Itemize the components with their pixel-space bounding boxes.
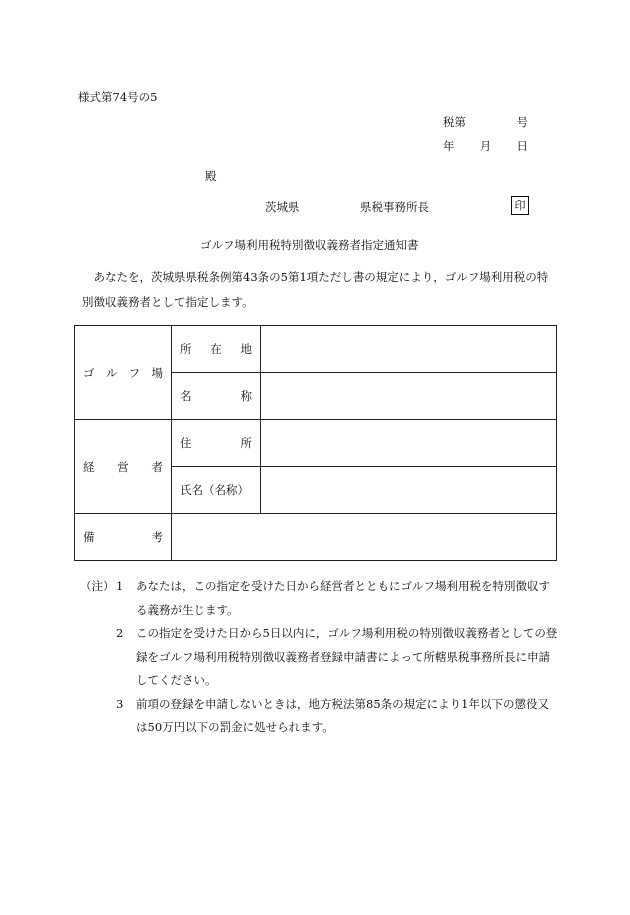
- table-row: [75, 420, 557, 467]
- operator-label: 経 営 者: [83, 459, 163, 474]
- table-row: [75, 326, 557, 373]
- name-label-cell: [172, 373, 261, 420]
- document-title: ゴルフ場利用税特別徴収義務者指定通知書: [200, 238, 419, 252]
- location-field[interactable]: [261, 326, 557, 373]
- note-number: 1: [116, 579, 124, 593]
- address-field[interactable]: [261, 420, 557, 467]
- body-text: あなたを，茨城県県税条例第43条の5第1項ただし書の規定により，ゴルフ場利用税の特別徴収義務者として指定します。: [82, 270, 549, 309]
- addressee-suffix: 殿: [205, 169, 217, 183]
- issuer-prefecture: 茨城県: [265, 200, 300, 214]
- seal-mark: 印: [511, 196, 529, 215]
- number-prefix: 税第: [443, 115, 466, 129]
- person-name-label-cell: [172, 467, 261, 514]
- note-text: この指定を受けた日から5日以内に，ゴルフ場利用税の特別徴収義務者としての登録をゴルフ場利用税特別徴収義務者登録申請書によって所轄県税事務所長に申請してください。: [136, 626, 558, 687]
- name-label: 名 称: [180, 389, 252, 403]
- note-item: [80, 622, 560, 693]
- person-name-label: 氏名（名称）: [180, 483, 249, 497]
- address-label-cell: [172, 420, 261, 467]
- name-field[interactable]: [261, 373, 557, 420]
- location-label-cell: [172, 326, 261, 373]
- year-label: 年: [443, 139, 455, 153]
- golf-course-group: [75, 326, 172, 420]
- table-row: [75, 514, 557, 561]
- document-number-line: [443, 114, 528, 130]
- form-number: 様式第74号の5: [78, 90, 158, 104]
- address-label: 住 所: [180, 436, 252, 450]
- note-text: 前項の登録を申請しないときは，地方税法第85条の規定により1年以下の懲役又は50万円以下の罰金に処せられます。: [136, 696, 549, 734]
- note-item: [80, 693, 560, 740]
- notes-mark: （注）: [80, 579, 115, 593]
- remarks-label-cell: [75, 514, 172, 561]
- location-label: 所 在 地: [180, 342, 252, 356]
- designation-table: [74, 325, 557, 561]
- date-line: [443, 138, 528, 154]
- notes-section: [80, 575, 560, 740]
- day-label: 日: [516, 139, 528, 153]
- person-name-field[interactable]: [261, 467, 557, 514]
- number-suffix: 号: [516, 115, 528, 129]
- operator-group: [75, 420, 172, 514]
- golf-course-label: ゴ ル フ 場: [83, 365, 163, 380]
- issuer-office: 県税事務所長: [360, 200, 429, 214]
- remarks-label: 備 考: [83, 530, 163, 544]
- note-number: 2: [116, 626, 124, 640]
- note-text: あなたは，この指定を受けた日から経営者とともにゴルフ場利用税を特別徴収する義務が生じます。: [136, 579, 550, 617]
- month-label: 月: [479, 139, 492, 153]
- note-item: [80, 575, 560, 622]
- note-number: 3: [116, 696, 124, 711]
- remarks-field[interactable]: [172, 514, 557, 561]
